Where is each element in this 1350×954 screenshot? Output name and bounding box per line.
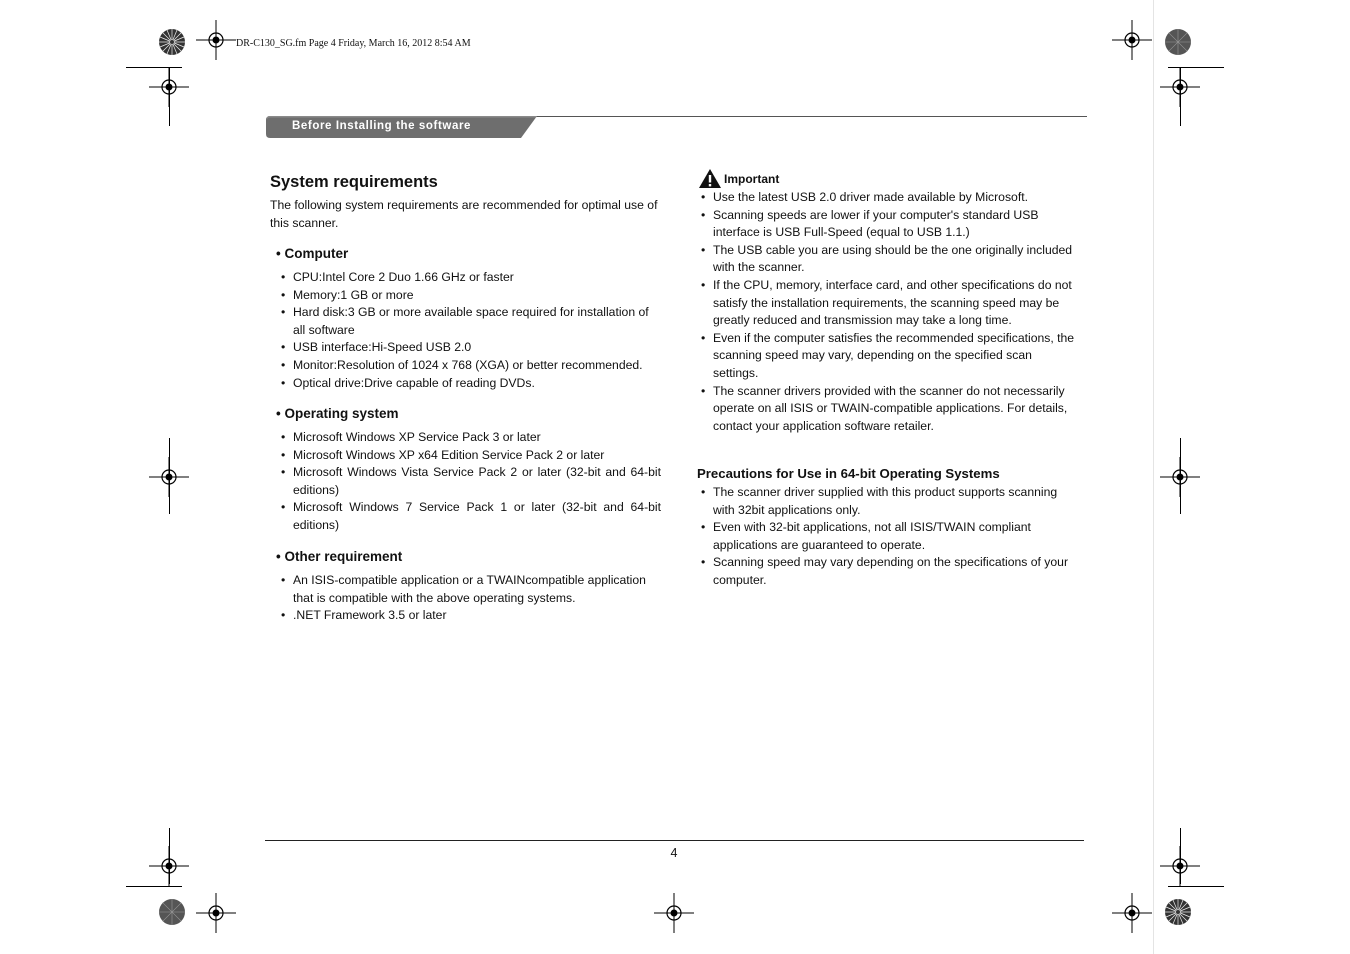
list-item: • Use the latest USB 2.0 driver made available by Microsoft. <box>697 189 1079 207</box>
registration-mark-icon <box>196 893 236 933</box>
list-item: • Microsoft Windows 7 Service Pack 1 or later (32-bit and 64-bit editions) <box>277 499 661 534</box>
crop-mark <box>1180 68 1181 126</box>
list-item: • CPU:Intel Core 2 Duo 1.66 GHz or faster <box>277 269 661 287</box>
crop-mark <box>1168 67 1224 68</box>
crop-mark <box>169 438 170 514</box>
crop-mark <box>169 68 170 126</box>
registration-mark-icon <box>196 20 236 60</box>
registration-mark-icon <box>1112 893 1152 933</box>
precautions-list <box>697 484 1079 590</box>
crop-mark <box>1180 828 1181 884</box>
computer-heading: • Computer <box>276 246 349 261</box>
footer-rule <box>265 840 1084 841</box>
registration-mark-icon <box>1112 20 1152 60</box>
star-target-icon <box>1164 28 1192 56</box>
list-item: • Optical drive:Drive capable of reading DVDs. <box>277 375 661 393</box>
crop-mark <box>126 67 182 68</box>
list-item: • An ISIS-compatible application or a TWAINcompatible application that is compatible with the above operating systems. <box>277 572 661 607</box>
star-target-icon <box>158 28 186 56</box>
list-item: • Microsoft Windows Vista Service Pack 2 or later (32-bit and 64-bit editions) <box>277 464 661 499</box>
list-item: • Memory:1 GB or more <box>277 287 661 305</box>
important-list <box>697 189 1079 435</box>
star-target-icon <box>158 898 186 926</box>
other-heading: • Other requirement <box>276 549 403 564</box>
list-item: • The scanner driver supplied with this product supports scanning with 32bit applications only. <box>697 484 1079 519</box>
crop-mark <box>169 828 170 884</box>
trim-edge-line <box>1153 0 1154 954</box>
list-item: • Hard disk:3 GB or more available space required for installation of all software <box>277 304 661 339</box>
list-item: • Microsoft Windows XP Service Pack 3 or later <box>277 429 661 447</box>
header-rule <box>530 116 1087 117</box>
print-slug: DR-C130_SG.fm Page 4 Friday, March 16, 2012 8:54 AM <box>236 38 471 49</box>
list-item: • Scanning speed may vary depending on the specifications of your computer. <box>697 554 1079 589</box>
other-list <box>277 572 661 625</box>
section-label: Before Installing the software <box>292 120 472 132</box>
os-list <box>277 429 661 535</box>
list-item: • Monitor:Resolution of 1024 x 768 (XGA) or better recommended. <box>277 357 661 375</box>
list-item: • Scanning speeds are lower if your computer's standard USB interface is USB Full-Speed (equal to USB 1.1.) <box>697 207 1079 242</box>
crop-mark <box>1180 438 1181 514</box>
list-item: • .NET Framework 3.5 or later <box>277 607 661 625</box>
registration-mark-icon <box>654 893 694 933</box>
warning-icon <box>698 168 722 189</box>
list-item: • If the CPU, memory, interface card, and other specifications do not satisfy the installation requirements, the scanning speed may be greatly reduced and transmission may take a long time. <box>697 277 1079 330</box>
computer-list <box>277 269 661 392</box>
list-item: • Microsoft Windows XP x64 Edition Service Pack 2 or later <box>277 447 661 465</box>
star-target-icon <box>1164 898 1192 926</box>
important-label: Important <box>724 172 780 186</box>
list-item: • The scanner drivers provided with the scanner do not necessarily operate on all ISIS or TWAIN-compatible applications. For details, contact your application software retailer. <box>697 383 1079 436</box>
list-item: • Even if the computer satisfies the recommended specifications, the scanning speed may vary, depending on the specified scan settings. <box>697 330 1079 383</box>
list-item: • The USB cable you are using should be the one originally included with the scanner. <box>697 242 1079 277</box>
os-heading: • Operating system <box>276 406 399 421</box>
list-item: • Even with 32-bit applications, not all ISIS/TWAIN compliant applications are guaranteed to operate. <box>697 519 1079 554</box>
crop-mark <box>126 886 182 887</box>
page-title: System requirements <box>270 173 438 191</box>
list-item: • USB interface:Hi-Speed USB 2.0 <box>277 339 661 357</box>
precautions-heading: Precautions for Use in 64-bit Operating Systems <box>697 466 1000 481</box>
page-number: 4 <box>670 846 678 860</box>
crop-mark <box>1168 886 1224 887</box>
intro-paragraph: The following system requirements are recommended for optimal use of this scanner. <box>270 198 658 230</box>
